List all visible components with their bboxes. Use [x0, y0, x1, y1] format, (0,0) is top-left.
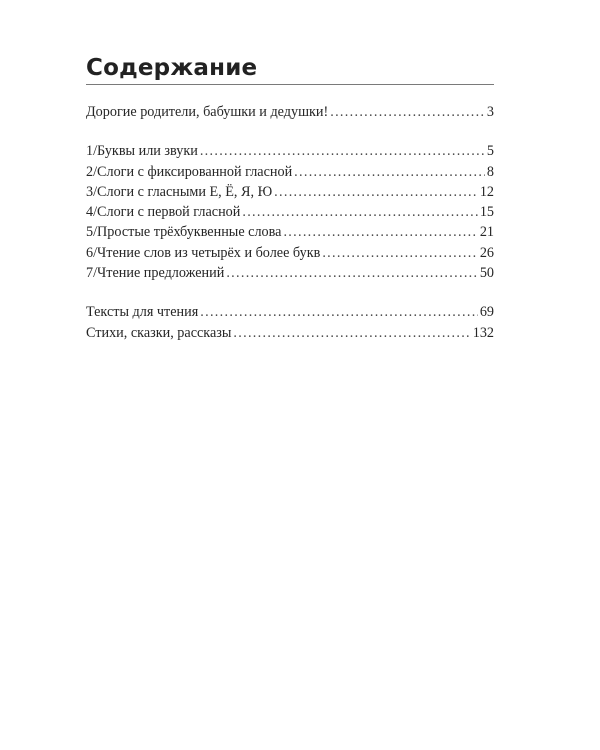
toc-chapter-number: 2/	[86, 163, 98, 180]
toc-entry-label: Чтение предложений	[97, 265, 225, 282]
toc-leader-dots	[294, 162, 485, 182]
toc-entry-label: Слоги с фиксированной гласной	[97, 163, 293, 180]
toc-chapter-number: 1/	[86, 143, 98, 160]
toc-entry-page: 12	[479, 183, 494, 200]
toc-entry-intro[interactable]	[86, 102, 494, 122]
toc-chapter-number: 7/	[86, 265, 98, 282]
toc-entry-chapter-4[interactable]	[86, 202, 494, 222]
toc-entry-reading-texts[interactable]	[86, 302, 494, 322]
toc-chapters-group	[86, 141, 494, 283]
toc-entry-label: Буквы или звуки	[97, 143, 198, 160]
toc-entry-page: 26	[479, 244, 494, 261]
title-underline	[86, 84, 494, 85]
toc-entry-chapter-2[interactable]	[86, 162, 494, 182]
toc-entry-poems-tales[interactable]	[86, 323, 494, 343]
toc-entry-page: 3	[486, 104, 494, 120]
toc-entry-label: Слоги с первой гласной	[97, 204, 241, 221]
toc-entry-chapter-5[interactable]	[86, 222, 494, 242]
toc-entry-page: 132	[472, 324, 494, 341]
toc-entry-page: 15	[479, 204, 494, 221]
toc-chapter-number: 4/	[86, 204, 98, 221]
toc-chapter-number: 5/	[86, 224, 98, 241]
toc-leader-dots	[330, 102, 485, 122]
toc-leader-dots	[274, 182, 478, 202]
toc-entry-label: Дорогие родители, бабушки и дедушки!	[86, 104, 329, 120]
toc-entry-chapter-3[interactable]	[86, 182, 494, 202]
toc-entry-label: Простые трёхбуквенные слова	[97, 224, 282, 241]
toc-entry-page: 5	[486, 143, 494, 160]
toc-leader-dots	[226, 263, 477, 283]
toc-entry-label: Тексты для чтения	[86, 304, 199, 321]
toc-leader-dots	[233, 323, 470, 343]
toc-entry-page: 21	[479, 224, 494, 241]
toc-entry-label: Чтение слов из четырёх и более букв	[97, 244, 321, 261]
toc-entry-label: Стихи, сказки, рассказы	[86, 324, 232, 341]
page-title: Содержание	[86, 55, 258, 81]
toc-intro-group	[86, 102, 494, 122]
toc-entry-page: 69	[479, 304, 494, 321]
toc-entry-page: 8	[486, 163, 494, 180]
toc-entry-chapter-7[interactable]	[86, 263, 494, 283]
toc-leader-dots	[242, 202, 477, 222]
toc-leader-dots	[200, 141, 485, 161]
toc-entry-page: 50	[479, 265, 494, 282]
toc-chapter-number: 6/	[86, 244, 98, 261]
toc-appendix-group	[86, 302, 494, 343]
toc-leader-dots	[200, 302, 478, 322]
toc-chapter-number: 3/	[86, 183, 98, 200]
toc-leader-dots	[283, 222, 477, 242]
toc-entry-chapter-1[interactable]	[86, 141, 494, 161]
table-of-contents	[86, 102, 494, 343]
toc-leader-dots	[322, 243, 478, 263]
toc-entry-chapter-6[interactable]	[86, 243, 494, 263]
toc-entry-label: Слоги с гласными Е, Ё, Я, Ю	[97, 183, 273, 200]
